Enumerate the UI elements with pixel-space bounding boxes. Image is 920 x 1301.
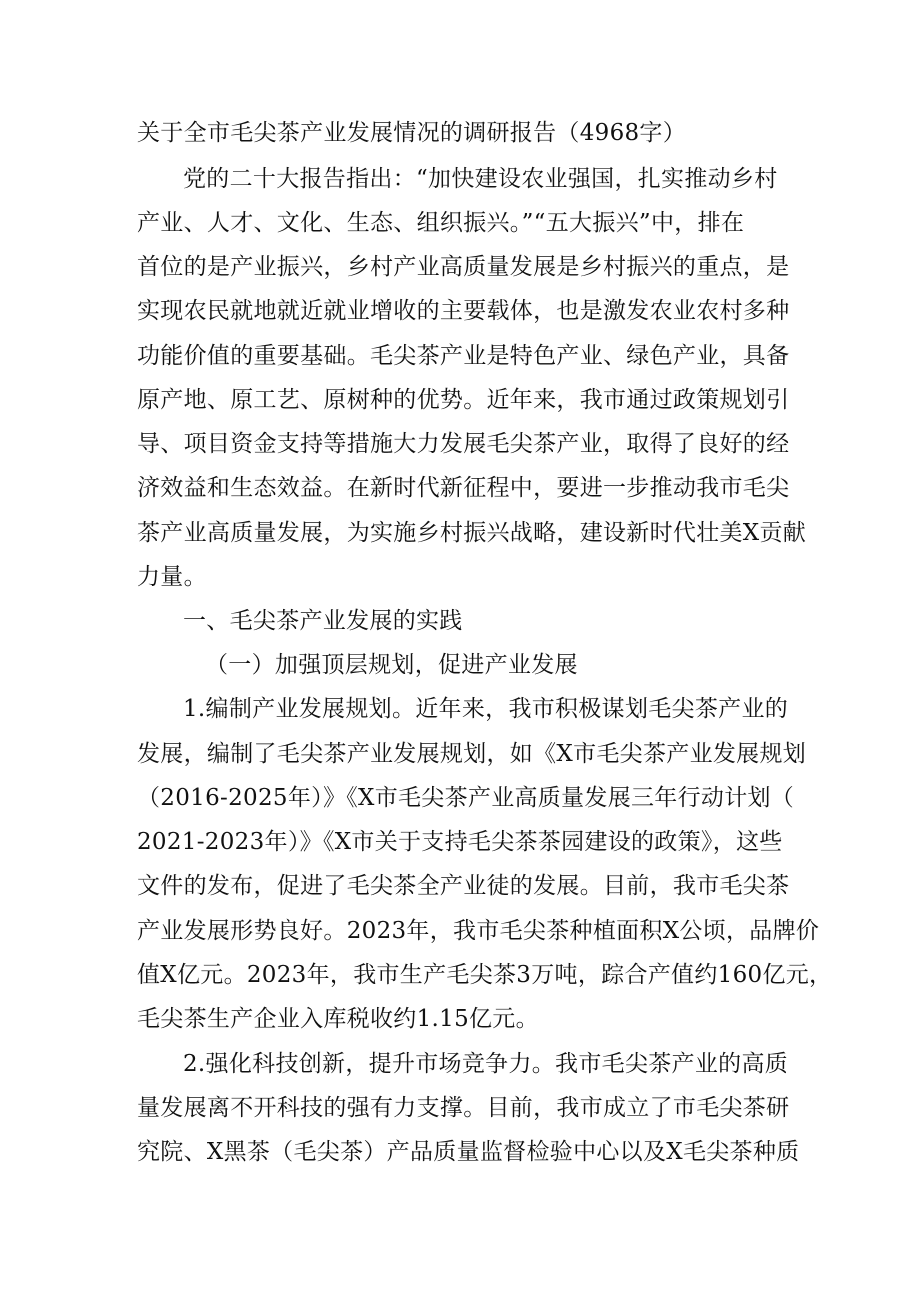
paragraph-line: 济效益和生态效益。在新时代新征程中，要进一步推动我市毛尖: [137, 475, 790, 501]
paragraph-line: 党的二十大报告指出：“加快建设农业强国，扎实推动乡村: [183, 166, 778, 192]
paragraph-line: 原产地、原工艺、原树种的优势。近年来，我市通过政策规划引: [137, 387, 790, 413]
paragraph-line: 量发展离不开科技的强有力支撑。目前，我市成立了市毛尖茶研: [137, 1095, 790, 1121]
document-title: 关于全市毛尖茶产业发展情况的调研报告（4968字）: [137, 120, 687, 146]
paragraph-line: 产业发展形势良好。2023年，我市毛尖茶种植面积X公顷，品牌价: [137, 918, 820, 944]
paragraph-line: 值X亿元。2023年，我市生产毛尖茶3万吨，踪合产值约160亿元，: [137, 962, 833, 988]
paragraph-line: 产业、人才、文化、生态、组织振兴。”“五大振兴”中，排在: [137, 210, 745, 236]
paragraph-line: 功能价值的重要基础。毛尖茶产业是特色产业、绿色产业，具备: [137, 343, 790, 369]
paragraph-line: 力量。: [137, 564, 207, 590]
paragraph-line: 导、项目资金支持等措施大力发展毛尖茶产业，取得了良好的经: [137, 431, 790, 457]
paragraph-line: 1.编制产业发展规划。近年来，我市积极谋划毛尖茶产业的: [183, 696, 789, 722]
section-heading: 一、毛尖茶产业发展的实践: [183, 608, 463, 634]
paragraph-line: 毛尖茶生产企业入库税收约1.15亿元。: [137, 1006, 539, 1032]
paragraph-line: （2016-2025年）》《X市毛尖茶产业高质量发展三年行动计划（: [137, 785, 795, 811]
subsection-heading: （一）加强顶层规划，促进产业发展: [205, 652, 578, 678]
paragraph-line: 首位的是产业振兴，乡村产业高质量发展是乡村振兴的重点，是: [137, 254, 790, 280]
paragraph-line: 2.强化科技创新，提升市场竞争力。我市毛尖茶产业的高质: [183, 1051, 789, 1077]
paragraph-line: 茶产业高质量发展，为实施乡村振兴战略，建设新时代壮美X贡献: [137, 520, 807, 546]
paragraph-line: 2021-2023年）》《X市关于支持毛尖茶茶园建设的政策》，这些: [137, 829, 783, 855]
paragraph-line: 究院、X黑茶（毛尖茶）产品质量监督检验中心以及X毛尖茶种质: [137, 1139, 800, 1165]
paragraph-line: 文件的发布，促进了毛尖茶全产业徒的发展。目前，我市毛尖茶: [137, 873, 790, 899]
paragraph-line: 发展，编制了毛尖茶产业发展规划，如《X市毛尖茶产业发展规划: [137, 741, 807, 767]
paragraph-line: 实现农民就地就近就业增收的主要载体，也是激发农业农村多种: [137, 298, 790, 324]
